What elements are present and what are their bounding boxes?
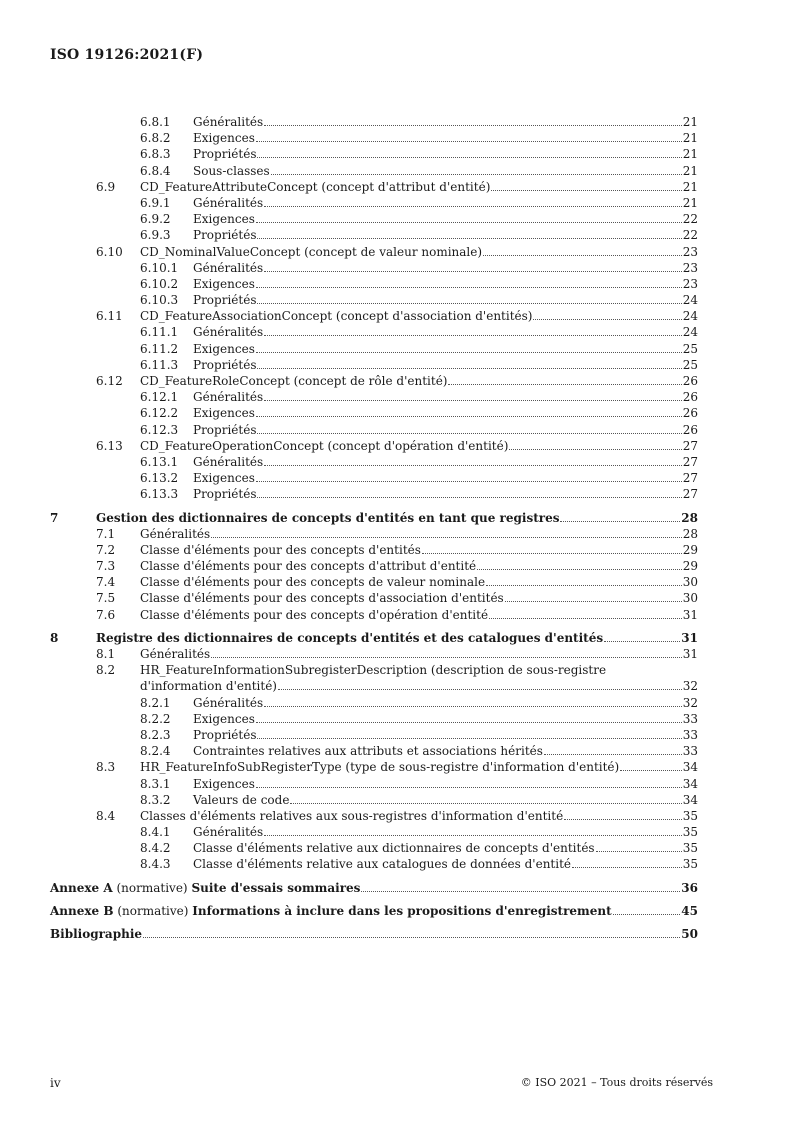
toc-section-number: 6.8.3 bbox=[140, 147, 171, 162]
toc-entry[interactable] bbox=[50, 526, 698, 542]
toc-section-number: 8.2.3 bbox=[140, 727, 171, 742]
toc-entry[interactable] bbox=[50, 856, 698, 872]
toc-section-number: 6.8.2 bbox=[140, 131, 171, 146]
toc-page-number: 34 bbox=[682, 792, 698, 807]
toc-page-number: 31 bbox=[681, 630, 698, 645]
toc-page-number: 45 bbox=[681, 903, 698, 918]
toc-entry-title: Exigences bbox=[193, 212, 255, 227]
dot-leader bbox=[271, 174, 682, 175]
toc-entry-title: Classes d'éléments relatives aux sous-registres d'information d'entité bbox=[140, 808, 564, 823]
toc-entry[interactable] bbox=[50, 759, 698, 775]
dot-leader bbox=[257, 157, 681, 158]
toc-entry-title bbox=[50, 880, 360, 896]
toc-section-number: 6.11 bbox=[96, 309, 123, 324]
toc-page-number: 29 bbox=[682, 559, 698, 574]
toc-entry-title: Exigences bbox=[193, 711, 255, 726]
toc-entry-title: Généralités bbox=[193, 695, 264, 710]
dot-leader bbox=[505, 601, 682, 602]
toc-entry[interactable] bbox=[50, 341, 698, 357]
dot-leader bbox=[509, 449, 681, 450]
toc-entry-body bbox=[50, 880, 698, 896]
toc-page-number: 30 bbox=[682, 591, 698, 606]
toc-entry-body bbox=[50, 646, 698, 662]
toc-section-number: 6.13.1 bbox=[140, 454, 179, 469]
toc-entry-title: Généralités bbox=[193, 260, 264, 275]
toc-section-number: 7.2 bbox=[96, 542, 116, 557]
toc-entry[interactable] bbox=[50, 824, 698, 840]
toc-section-number: 8.4.3 bbox=[140, 857, 171, 872]
toc-entry-title: Généralités bbox=[193, 390, 264, 405]
toc-section-number: 6.9.1 bbox=[140, 195, 171, 210]
toc-section-number: 8.1 bbox=[96, 647, 116, 661]
dot-leader bbox=[256, 352, 682, 353]
toc-entry-title: HR_FeatureInformationSubregisterDescription (description de sous-registre bbox=[140, 663, 607, 678]
toc-page-number: 25 bbox=[682, 341, 698, 356]
toc-page-number: 35 bbox=[682, 808, 698, 823]
toc-entry-title: Classe d'éléments relative aux catalogues de données d'entité bbox=[193, 857, 572, 872]
toc-page-number: 24 bbox=[682, 309, 698, 324]
toc-entry-body bbox=[50, 308, 698, 324]
dot-leader bbox=[256, 722, 682, 723]
dot-leader bbox=[613, 914, 681, 915]
toc-page-number: 32 bbox=[682, 679, 698, 694]
toc-entry[interactable] bbox=[50, 542, 698, 558]
toc-page-number: 34 bbox=[682, 776, 698, 791]
toc-entry[interactable] bbox=[50, 260, 698, 276]
dot-leader bbox=[211, 657, 682, 658]
toc-section-number: 8.2.1 bbox=[140, 695, 171, 710]
toc-entry[interactable] bbox=[50, 130, 698, 146]
toc-entry[interactable] bbox=[50, 486, 698, 502]
toc-section-number: 8.2.2 bbox=[140, 711, 171, 726]
dot-leader bbox=[257, 497, 681, 498]
toc-entry-body bbox=[50, 526, 698, 542]
toc-entry[interactable] bbox=[50, 646, 698, 662]
toc-entry-title: Propriétés bbox=[193, 357, 257, 372]
toc-page-number: 27 bbox=[682, 471, 698, 486]
toc-entry-body bbox=[50, 926, 698, 942]
toc-page-number: 34 bbox=[682, 760, 698, 775]
annex-type: (normative) bbox=[113, 903, 193, 918]
dot-leader bbox=[256, 481, 682, 482]
toc-section-number: 8.4.1 bbox=[140, 825, 171, 840]
toc-entry-title: Généralités bbox=[193, 454, 264, 469]
dot-leader bbox=[564, 819, 682, 820]
toc-entry[interactable] bbox=[50, 607, 698, 623]
annex-type: (normative) bbox=[112, 880, 192, 895]
toc-entry[interactable] bbox=[50, 227, 698, 243]
toc-entry-body bbox=[50, 903, 698, 919]
toc-entry-body bbox=[50, 590, 698, 606]
toc-page-number: 23 bbox=[682, 260, 698, 275]
toc-entry-title: Exigences bbox=[193, 471, 255, 486]
toc-entry[interactable] bbox=[50, 211, 698, 227]
toc-entry[interactable] bbox=[50, 357, 698, 373]
toc-page-number: 27 bbox=[682, 438, 698, 453]
dot-leader bbox=[256, 416, 682, 417]
toc-entry-body bbox=[50, 574, 698, 590]
toc-entry[interactable] bbox=[50, 179, 698, 195]
dot-leader bbox=[264, 271, 682, 272]
document-id: ISO 19126:2021(F) bbox=[50, 47, 204, 63]
page-number: iv bbox=[50, 1076, 61, 1090]
dot-leader bbox=[257, 738, 681, 739]
toc-entry-body bbox=[50, 179, 698, 195]
dot-leader bbox=[572, 867, 682, 868]
toc-entry[interactable] bbox=[50, 454, 698, 470]
dot-leader bbox=[489, 618, 682, 619]
toc-page-number: 26 bbox=[682, 406, 698, 421]
toc-entry[interactable] bbox=[50, 776, 698, 792]
toc-entry-title: Exigences bbox=[193, 776, 255, 791]
toc-entry[interactable] bbox=[50, 662, 698, 678]
annex-label: Bibliographie bbox=[50, 927, 143, 941]
toc-page-number: 29 bbox=[682, 542, 698, 557]
dot-leader bbox=[596, 851, 682, 852]
toc-entry[interactable] bbox=[50, 308, 698, 324]
annex-title: Informations à inclure dans les propositions d'enregistrement bbox=[192, 903, 612, 918]
toc-entry-title bbox=[50, 903, 612, 919]
toc-entry-title: Généralités bbox=[193, 325, 264, 340]
toc-page-number: 24 bbox=[682, 325, 698, 340]
toc-entry[interactable] bbox=[50, 438, 698, 454]
dot-leader bbox=[477, 569, 682, 570]
toc-section-number: 7 bbox=[50, 510, 59, 525]
toc-section-number: 8.2 bbox=[96, 663, 116, 678]
toc-section-number: 6.9.3 bbox=[140, 228, 171, 243]
toc-page-number: 35 bbox=[682, 857, 698, 872]
toc-entry-title: Propriétés bbox=[193, 228, 257, 243]
toc-entry-title: Classe d'éléments relative aux dictionnaires de concepts d'entités bbox=[193, 841, 595, 856]
toc-entry[interactable] bbox=[50, 470, 698, 486]
toc-page-number: 27 bbox=[682, 487, 698, 502]
dot-leader bbox=[486, 585, 682, 586]
dot-leader bbox=[264, 400, 682, 401]
toc-section-number: 6.12.1 bbox=[140, 390, 179, 405]
toc-entry-title: Propriétés bbox=[193, 147, 257, 162]
toc-entry-body bbox=[50, 558, 698, 574]
toc-section-number: 7.5 bbox=[96, 591, 116, 606]
copyright-notice: © ISO 2021 – Tous droits réservés bbox=[520, 1076, 713, 1089]
annex-label: Annexe B bbox=[50, 903, 114, 918]
toc-entry-title: Propriétés bbox=[193, 422, 257, 437]
toc-entry-title: Exigences bbox=[193, 276, 255, 291]
toc-page-number: 28 bbox=[682, 526, 698, 541]
toc-entry-title bbox=[50, 926, 142, 942]
dot-leader bbox=[257, 433, 681, 434]
toc-section-number: 8 bbox=[50, 630, 59, 645]
dot-leader bbox=[290, 803, 681, 804]
dot-leader bbox=[604, 641, 680, 642]
toc-entry[interactable] bbox=[50, 163, 698, 179]
toc-entry-title: Propriétés bbox=[193, 293, 257, 308]
toc-page-number: 22 bbox=[682, 228, 698, 243]
toc-section-number: 8.3.2 bbox=[140, 792, 171, 807]
toc-entry-title: CD_NominalValueConcept (concept de valeur nominale) bbox=[140, 244, 483, 259]
toc-entry[interactable] bbox=[50, 389, 698, 405]
toc-entry-title: Généralités bbox=[193, 195, 264, 210]
toc-entry-title: Classe d'éléments pour des concepts d'opération d'entité bbox=[140, 607, 489, 622]
toc-entry-title: Propriétés bbox=[193, 727, 257, 742]
toc-page-number: 21 bbox=[682, 163, 698, 178]
toc-section-number: 8.4 bbox=[96, 808, 116, 823]
toc-section-number: 8.3.1 bbox=[140, 776, 171, 791]
dot-leader bbox=[264, 335, 682, 336]
toc-entry-title: Exigences bbox=[193, 341, 255, 356]
toc-page-number: 21 bbox=[682, 115, 698, 129]
toc-entry-title: Sous-classes bbox=[193, 163, 270, 178]
dot-leader bbox=[264, 465, 682, 466]
dot-leader bbox=[422, 553, 682, 554]
dot-leader bbox=[257, 303, 681, 304]
toc-entry-body bbox=[50, 510, 698, 526]
dot-leader bbox=[257, 238, 681, 239]
toc-entry-title: Classe d'éléments pour des concepts d'attribut d'entité bbox=[140, 559, 477, 574]
toc-section-number: 8.2.4 bbox=[140, 744, 171, 759]
toc-entry[interactable] bbox=[50, 114, 698, 130]
toc-entry-title: Propriétés bbox=[193, 487, 257, 502]
toc-entry-body bbox=[50, 678, 698, 694]
toc-page-number: 23 bbox=[682, 276, 698, 291]
annex-label: Annexe A bbox=[50, 880, 113, 895]
toc-page-number: 21 bbox=[682, 179, 698, 194]
toc-section-number: 8.3 bbox=[96, 760, 116, 775]
toc-entry-body bbox=[50, 662, 698, 678]
toc-entry-title: CD_FeatureAssociationConcept (concept d'association d'entités) bbox=[140, 309, 533, 324]
toc-page-number: 21 bbox=[682, 131, 698, 146]
toc-section-number: 7.1 bbox=[96, 526, 116, 541]
toc-entry-title: Généralités bbox=[140, 647, 211, 661]
dot-leader bbox=[264, 706, 682, 707]
toc-page-number: 33 bbox=[682, 711, 698, 726]
toc-entry-annex[interactable] bbox=[50, 926, 698, 942]
toc-entry-title: CD_FeatureOperationConcept (concept d'opération d'entité) bbox=[140, 438, 509, 453]
toc-page-number: 21 bbox=[682, 147, 698, 162]
toc-section-number: 7.4 bbox=[96, 575, 116, 590]
toc-entry-annex[interactable] bbox=[50, 880, 698, 896]
dot-leader bbox=[544, 754, 682, 755]
toc-page-number: 30 bbox=[682, 575, 698, 590]
toc-section-number: 6.9.2 bbox=[140, 212, 171, 227]
dot-leader bbox=[533, 319, 681, 320]
toc-entry-body bbox=[50, 438, 698, 454]
toc-entry-title: Classe d'éléments pour des concepts de valeur nominale bbox=[140, 575, 486, 590]
toc-entry[interactable] bbox=[50, 324, 698, 340]
toc-page-number: 31 bbox=[682, 647, 698, 661]
toc-entry-title: Exigences bbox=[193, 406, 255, 421]
toc-page-number: 31 bbox=[682, 607, 698, 622]
toc-section-number: 6.10.3 bbox=[140, 293, 179, 308]
toc-entry-title: Valeurs de code bbox=[193, 792, 290, 807]
toc-chapter[interactable] bbox=[50, 510, 698, 526]
toc-entry[interactable] bbox=[50, 695, 698, 711]
toc-section-number: 6.8.4 bbox=[140, 163, 171, 178]
toc-entry[interactable] bbox=[50, 244, 698, 260]
dot-leader bbox=[256, 287, 682, 288]
toc-entry-title: Généralités bbox=[140, 526, 211, 541]
toc-entry-body bbox=[50, 244, 698, 260]
toc-page-number: 25 bbox=[682, 357, 698, 372]
toc-entry-title: CD_FeatureAttributeConcept (concept d'attribut d'entité) bbox=[140, 179, 491, 194]
toc-page-number: 36 bbox=[681, 880, 698, 895]
toc-section-number: 6.11.1 bbox=[140, 325, 179, 340]
toc-entry-title: Classe d'éléments pour des concepts d'entités bbox=[140, 542, 421, 557]
annex-title: Suite d'essais sommaires bbox=[191, 880, 361, 895]
toc-entry-title: Registre des dictionnaires de concepts d'entités et des catalogues d'entités bbox=[96, 630, 604, 645]
toc-section-number: 6.13.2 bbox=[140, 471, 179, 486]
dot-leader bbox=[143, 937, 680, 938]
toc-page-number: 23 bbox=[682, 244, 698, 259]
toc-entry[interactable] bbox=[50, 276, 698, 292]
toc-entry[interactable] bbox=[50, 292, 698, 308]
toc-page-number: 33 bbox=[682, 744, 698, 759]
toc-section-number: 7.3 bbox=[96, 559, 116, 574]
toc-entry[interactable] bbox=[50, 146, 698, 162]
dot-leader bbox=[256, 222, 682, 223]
toc-entry-annex[interactable] bbox=[50, 903, 698, 919]
toc-entry[interactable] bbox=[50, 558, 698, 574]
toc-page-number: 33 bbox=[682, 727, 698, 742]
toc-entry[interactable] bbox=[50, 808, 698, 824]
toc-entry-title: HR_FeatureInfoSubRegisterType (type de sous-registre d'information d'entité) bbox=[140, 760, 620, 775]
dot-leader bbox=[361, 891, 680, 892]
toc-entry-body bbox=[50, 373, 698, 389]
dot-leader bbox=[278, 689, 682, 690]
toc-entry-title: Exigences bbox=[193, 131, 255, 146]
toc-entry[interactable] bbox=[50, 840, 698, 856]
toc-section-number: 6.8.1 bbox=[140, 115, 171, 129]
toc-page-number: 27 bbox=[682, 454, 698, 469]
toc-entry-body bbox=[50, 808, 698, 824]
toc-page-number: 26 bbox=[682, 422, 698, 437]
dot-leader bbox=[264, 835, 682, 836]
toc-section-number: 8.4.2 bbox=[140, 841, 171, 856]
toc-entry-title: Classe d'éléments pour des concepts d'association d'entités bbox=[140, 591, 504, 606]
toc-page-number: 35 bbox=[682, 841, 698, 856]
dot-leader bbox=[448, 384, 681, 385]
toc-entry[interactable] bbox=[50, 405, 698, 421]
toc-page-number: 35 bbox=[682, 825, 698, 840]
dot-leader bbox=[257, 368, 681, 369]
toc-entry-body bbox=[50, 542, 698, 558]
toc-entry-body bbox=[50, 607, 698, 623]
dot-leader bbox=[256, 141, 682, 142]
toc-page-number: 22 bbox=[682, 212, 698, 227]
dot-leader bbox=[264, 125, 682, 126]
toc-section-number: 6.13.3 bbox=[140, 487, 179, 502]
table-of-contents bbox=[50, 114, 698, 942]
toc-section-number: 6.11.3 bbox=[140, 357, 179, 372]
toc-entry[interactable] bbox=[50, 590, 698, 606]
toc-page-number: 26 bbox=[682, 374, 698, 388]
dot-leader bbox=[491, 190, 681, 191]
toc-entry-title: Généralités bbox=[193, 825, 264, 840]
dot-leader bbox=[483, 255, 682, 256]
toc-section-number: 6.13 bbox=[96, 438, 123, 453]
toc-entry[interactable] bbox=[50, 792, 698, 808]
toc-page-number: 21 bbox=[682, 195, 698, 210]
toc-entry-title: Généralités bbox=[193, 115, 264, 129]
toc-chapter[interactable] bbox=[50, 630, 698, 646]
toc-section-number: 6.12 bbox=[96, 374, 123, 388]
toc-entry-title: Contraintes relatives aux attributs et associations hérités bbox=[193, 744, 543, 759]
dot-leader bbox=[264, 206, 682, 207]
dot-leader bbox=[560, 521, 680, 522]
toc-section-number: 6.11.2 bbox=[140, 341, 179, 356]
toc-section-number: 7.6 bbox=[96, 607, 116, 622]
toc-entry[interactable] bbox=[50, 373, 698, 389]
toc-entry[interactable] bbox=[50, 743, 698, 759]
toc-section-number: 6.10 bbox=[96, 244, 123, 259]
toc-entry-title-cont: d'information d'entité) bbox=[140, 679, 277, 694]
toc-section-number: 6.10.2 bbox=[140, 276, 179, 291]
toc-entry-title: CD_FeatureRoleConcept (concept de rôle d'entité) bbox=[140, 374, 448, 388]
toc-page-number: 26 bbox=[682, 390, 698, 405]
toc-page-number: 24 bbox=[682, 293, 698, 308]
dot-leader bbox=[620, 770, 682, 771]
dot-leader bbox=[256, 787, 682, 788]
toc-page-number: 50 bbox=[681, 927, 698, 941]
toc-page-number: 32 bbox=[682, 695, 698, 710]
toc-entry[interactable] bbox=[50, 574, 698, 590]
toc-section-number: 6.12.2 bbox=[140, 406, 179, 421]
toc-page-number: 28 bbox=[681, 510, 698, 525]
toc-entry-title: Gestion des dictionnaires de concepts d'entités en tant que registres bbox=[96, 510, 560, 525]
toc-section-number: 6.9 bbox=[96, 179, 116, 194]
toc-entry[interactable] bbox=[50, 422, 698, 438]
toc-section-number: 6.10.1 bbox=[140, 260, 179, 275]
toc-entry-body bbox=[50, 759, 698, 775]
toc-entry[interactable] bbox=[50, 727, 698, 743]
toc-entry[interactable] bbox=[50, 195, 698, 211]
toc-entry-body bbox=[50, 630, 698, 646]
dot-leader bbox=[211, 537, 682, 538]
toc-entry[interactable] bbox=[50, 711, 698, 727]
toc-entry-continuation bbox=[50, 678, 698, 694]
toc-section-number: 6.12.3 bbox=[140, 422, 179, 437]
